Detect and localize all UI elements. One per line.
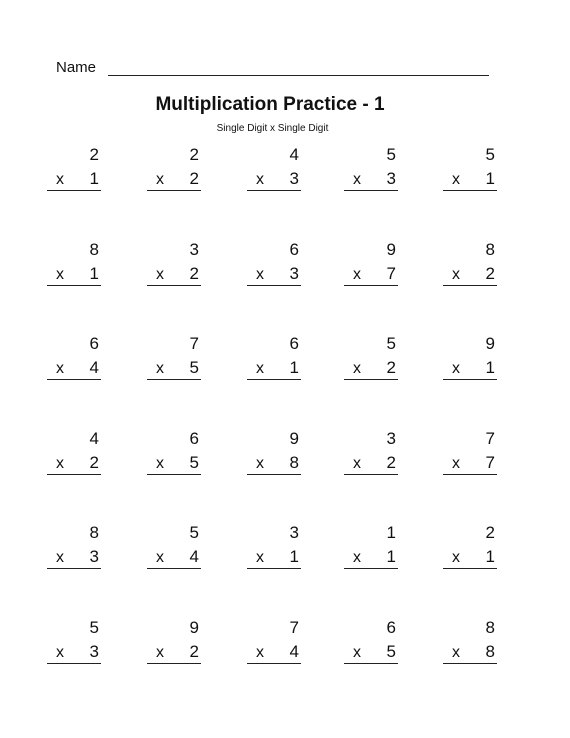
answer-line (147, 285, 201, 286)
multiplication-problem (147, 238, 201, 290)
multiplier: 2 (89, 452, 99, 472)
multiplicand: 7 (289, 617, 299, 637)
multiplication-problem (247, 143, 301, 195)
answer-line (344, 190, 398, 191)
multiplier: 2 (189, 263, 199, 283)
multiply-operator: x (156, 454, 164, 472)
answer-line (443, 474, 497, 475)
name-label: Name (56, 59, 97, 76)
multiplicand: 9 (189, 617, 199, 637)
multiplication-problem (443, 616, 497, 668)
multiplicand: 5 (89, 617, 99, 637)
multiplicand: 3 (189, 239, 199, 259)
multiplicand: 4 (289, 145, 299, 164)
multiplier: 1 (89, 169, 99, 188)
answer-line (47, 379, 101, 380)
multiply-operator: x (353, 265, 361, 283)
multiplier: 1 (289, 547, 299, 567)
multiplication-problem (344, 143, 398, 195)
multiplication-problem (344, 521, 398, 573)
multiply-operator: x (56, 454, 64, 472)
name-blank-line (108, 75, 489, 76)
problem-row (47, 238, 507, 333)
answer-line (344, 568, 398, 569)
multiplier: 8 (485, 641, 495, 661)
multiplicand: 8 (89, 523, 99, 543)
multiplication-problem (247, 521, 301, 573)
multiplicand: 4 (89, 428, 99, 448)
multiplicand: 9 (485, 334, 495, 354)
multiplicand: 5 (485, 145, 495, 164)
answer-line (443, 285, 497, 286)
multiplication-problem (47, 521, 101, 573)
answer-line (247, 379, 301, 380)
multiplicand: 6 (89, 334, 99, 354)
multiplier: 5 (386, 641, 396, 661)
multiply-operator: x (56, 549, 64, 567)
multiplication-problem (147, 521, 201, 573)
answer-line (47, 474, 101, 475)
multiply-operator: x (452, 360, 460, 378)
multiplicand: 3 (289, 523, 299, 543)
multiply-operator: x (452, 171, 460, 188)
multiplier: 2 (189, 169, 199, 188)
multiplier: 3 (89, 547, 99, 567)
multiplication-problem (344, 616, 398, 668)
multiplication-problem (147, 427, 201, 479)
answer-line (344, 663, 398, 664)
multiplication-problem (443, 238, 497, 290)
multiply-operator: x (452, 265, 460, 283)
multiplication-problem (47, 427, 101, 479)
answer-line (247, 663, 301, 664)
multiplier: 2 (386, 358, 396, 378)
multiplier: 1 (485, 358, 495, 378)
multiplier: 4 (289, 641, 299, 661)
multiplicand: 9 (289, 428, 299, 448)
multiplier: 3 (289, 169, 299, 188)
multiplier: 1 (485, 169, 495, 188)
answer-line (443, 190, 497, 191)
multiply-operator: x (156, 549, 164, 567)
multiplier: 5 (189, 358, 199, 378)
multiplicand: 6 (289, 239, 299, 259)
answer-line (247, 474, 301, 475)
multiplier: 1 (89, 263, 99, 283)
multiplication-problem (443, 332, 497, 384)
multiplication-problem (47, 143, 101, 195)
multiply-operator: x (353, 171, 361, 188)
multiplier: 1 (386, 547, 396, 567)
multiplicand: 6 (189, 428, 199, 448)
multiplication-problem (344, 238, 398, 290)
multiply-operator: x (56, 643, 64, 661)
multiplication-problem (247, 427, 301, 479)
multiplication-problem (443, 521, 497, 573)
answer-line (247, 568, 301, 569)
answer-line (147, 568, 201, 569)
multiply-operator: x (452, 643, 460, 661)
multiply-operator: x (452, 454, 460, 472)
multiplicand: 2 (485, 523, 495, 543)
problem-row (47, 521, 507, 616)
answer-line (47, 568, 101, 569)
answer-line (443, 379, 497, 380)
answer-line (443, 663, 497, 664)
page-subtitle: Single Digit x Single Digit (216, 123, 329, 134)
multiply-operator: x (256, 171, 264, 188)
answer-line (147, 474, 201, 475)
multiplication-problem (147, 332, 201, 384)
multiply-operator: x (256, 454, 264, 472)
multiplier: 3 (289, 263, 299, 283)
answer-line (147, 379, 201, 380)
name-row (56, 58, 496, 78)
multiplicand: 7 (189, 334, 199, 354)
multiplicand: 5 (189, 523, 199, 543)
multiplicand: 8 (485, 617, 495, 637)
multiplication-problem (443, 427, 497, 479)
multiply-operator: x (56, 265, 64, 283)
multiplication-problem (47, 238, 101, 290)
multiply-operator: x (256, 360, 264, 378)
answer-line (247, 190, 301, 191)
multiplicand: 6 (289, 334, 299, 354)
multiply-operator: x (56, 171, 64, 188)
multiply-operator: x (156, 643, 164, 661)
page-title: Multiplication Practice - 1 (155, 94, 385, 115)
multiply-operator: x (56, 360, 64, 378)
problem-row (47, 143, 507, 238)
multiply-operator: x (256, 549, 264, 567)
multiply-operator: x (156, 171, 164, 188)
multiplier: 4 (189, 547, 199, 567)
answer-line (47, 190, 101, 191)
multiplication-problem (47, 616, 101, 668)
multiplication-problem (247, 616, 301, 668)
problem-row (47, 616, 507, 711)
multiplication-problem (344, 427, 398, 479)
multiplicand: 6 (386, 617, 396, 637)
multiplicand: 5 (386, 334, 396, 354)
multiplicand: 5 (386, 145, 396, 164)
multiply-operator: x (256, 643, 264, 661)
problem-row (47, 427, 507, 522)
answer-line (344, 474, 398, 475)
multiplication-problem (47, 332, 101, 384)
multiplicand: 1 (386, 523, 396, 543)
multiplier: 2 (386, 452, 396, 472)
answer-line (147, 663, 201, 664)
multiply-operator: x (353, 549, 361, 567)
multiply-operator: x (156, 265, 164, 283)
multiplication-problem (147, 616, 201, 668)
problem-row (47, 332, 507, 427)
multiplication-problem (247, 238, 301, 290)
answer-line (344, 285, 398, 286)
multiplicand: 9 (386, 239, 396, 259)
answer-line (47, 285, 101, 286)
multiplier: 2 (485, 263, 495, 283)
multiplier: 3 (386, 169, 396, 188)
multiplication-problem (247, 332, 301, 384)
answer-line (47, 663, 101, 664)
answer-line (247, 285, 301, 286)
multiplier: 1 (485, 547, 495, 567)
multiplier: 3 (89, 641, 99, 661)
multiply-operator: x (156, 360, 164, 378)
multiply-operator: x (353, 360, 361, 378)
multiplicand: 3 (386, 428, 396, 448)
multiplication-problem (147, 143, 201, 195)
multiplicand: 7 (485, 428, 495, 448)
multiply-operator: x (353, 454, 361, 472)
multiplicand: 2 (189, 145, 199, 164)
multiplier: 2 (189, 641, 199, 661)
multiplier: 1 (289, 358, 299, 378)
multiplication-problem (443, 143, 497, 195)
multiplier: 7 (386, 263, 396, 283)
multiplication-problem (344, 332, 398, 384)
answer-line (344, 379, 398, 380)
multiplicand: 8 (89, 239, 99, 259)
answer-line (443, 568, 497, 569)
multiplier: 8 (289, 452, 299, 472)
multiplier: 5 (189, 452, 199, 472)
multiply-operator: x (353, 643, 361, 661)
multiply-operator: x (452, 549, 460, 567)
multiplier: 7 (485, 452, 495, 472)
multiplier: 4 (89, 358, 99, 378)
multiply-operator: x (256, 265, 264, 283)
multiplicand: 2 (89, 145, 99, 164)
multiplicand: 8 (485, 239, 495, 259)
answer-line (147, 190, 201, 191)
problem-grid (47, 143, 507, 711)
